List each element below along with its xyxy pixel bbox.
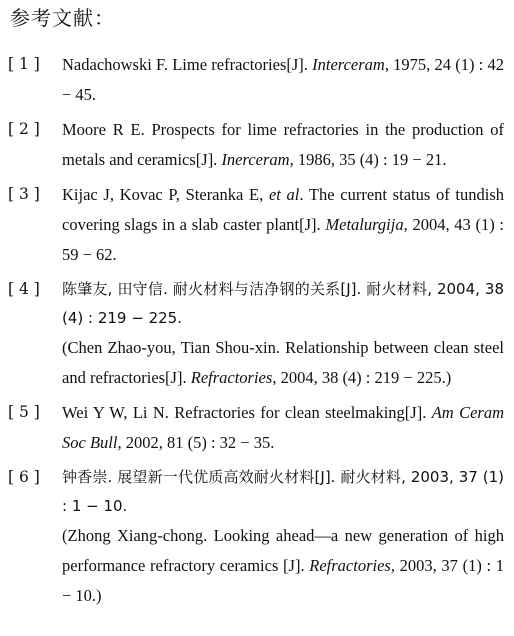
reference-item <box>0 275 514 393</box>
reference-text <box>62 398 504 458</box>
reference-text <box>62 180 504 270</box>
citation-line <box>62 115 504 175</box>
citation-translation-segment: (Chen Zhao-you, Tian Shou-xin. Relationship between clean steel and refractories[J]. <box>62 338 504 387</box>
reference-item <box>0 398 514 458</box>
reference-number: [ 5 ] <box>8 403 40 421</box>
citation-line-segment: . The current status of tundish covering slags in a slab caster plant[J]. <box>62 185 504 234</box>
citation-line-segment: Interceram <box>312 55 385 74</box>
citation-line <box>62 180 504 270</box>
citation-line <box>62 398 504 458</box>
citation-line-segment: Wei Y W, Li N. Refractories for clean steelmaking[J]. <box>62 403 432 422</box>
citation-line-segment: , 1986, 35 (4) : 19 − 21. <box>289 150 447 169</box>
citation-translation-segment: Refractories <box>309 556 391 575</box>
citation-line-segment: , 1975, 24 (1) : 42 − 45. <box>62 55 504 104</box>
references-heading: 参考文献： <box>10 6 115 30</box>
reference-text <box>62 275 504 393</box>
citation-line-segment: Kijac J, Kovac P, Steranka E, <box>62 185 269 204</box>
citation-line-segment: Metalurgija <box>325 215 404 234</box>
citation-line <box>62 463 504 521</box>
reference-item <box>0 50 514 110</box>
reference-number: [ 6 ] <box>8 468 40 486</box>
reference-text <box>62 50 504 110</box>
citation-line-segment: , 2002, 81 (5) : 32 − 35. <box>117 433 275 452</box>
citation-translation-segment: (Zhong Xiang-chong. Looking ahead—a new generation of high performance refractory ceramics [J]. <box>62 526 504 575</box>
reference-item <box>0 115 514 175</box>
citation-translation-segment: Refractories <box>190 368 273 387</box>
citation-line-segment: Am Ceram Soc Bull <box>62 403 504 452</box>
citation-line-segment: 钟香崇. 展望新一代优质高效耐火材料[J]. 耐火材料, 2003, 37 (1) : 1 − 10. <box>62 468 504 515</box>
reference-list <box>0 50 514 616</box>
reference-item <box>0 463 514 611</box>
citation-line <box>62 50 504 110</box>
citation-line-segment: Inerceram <box>221 150 290 169</box>
citation-translation-segment: , 2004, 38 (4) : 219 − 225.) <box>272 368 452 387</box>
citation-translation-segment: , 2003, 37 (1) : 1 − 10.) <box>62 556 505 605</box>
reference-number: [ 1 ] <box>8 55 40 73</box>
citation-translation <box>62 333 504 393</box>
citation-line <box>62 275 504 333</box>
citation-translation <box>62 521 504 611</box>
reference-text <box>62 115 504 175</box>
citation-line-segment: , 2004, 43 (1) : 59 − 62. <box>62 215 504 264</box>
citation-line-segment: Nadachowski F. Lime refractories[J]. <box>62 55 313 74</box>
reference-text <box>62 463 504 611</box>
citation-line-segment: Moore R E. Prospects for lime refractories in the production of metals and ceramics[J]. <box>62 120 504 169</box>
reference-item <box>0 180 514 270</box>
reference-number: [ 2 ] <box>8 120 40 138</box>
reference-number: [ 4 ] <box>8 280 40 298</box>
reference-number: [ 3 ] <box>8 185 40 203</box>
citation-line-segment: et al <box>268 185 300 204</box>
citation-line-segment: 陈肇友, 田守信. 耐火材料与洁净钢的关系[J]. 耐火材料, 2004, 38 (4) : 219 − 225. <box>62 280 504 327</box>
